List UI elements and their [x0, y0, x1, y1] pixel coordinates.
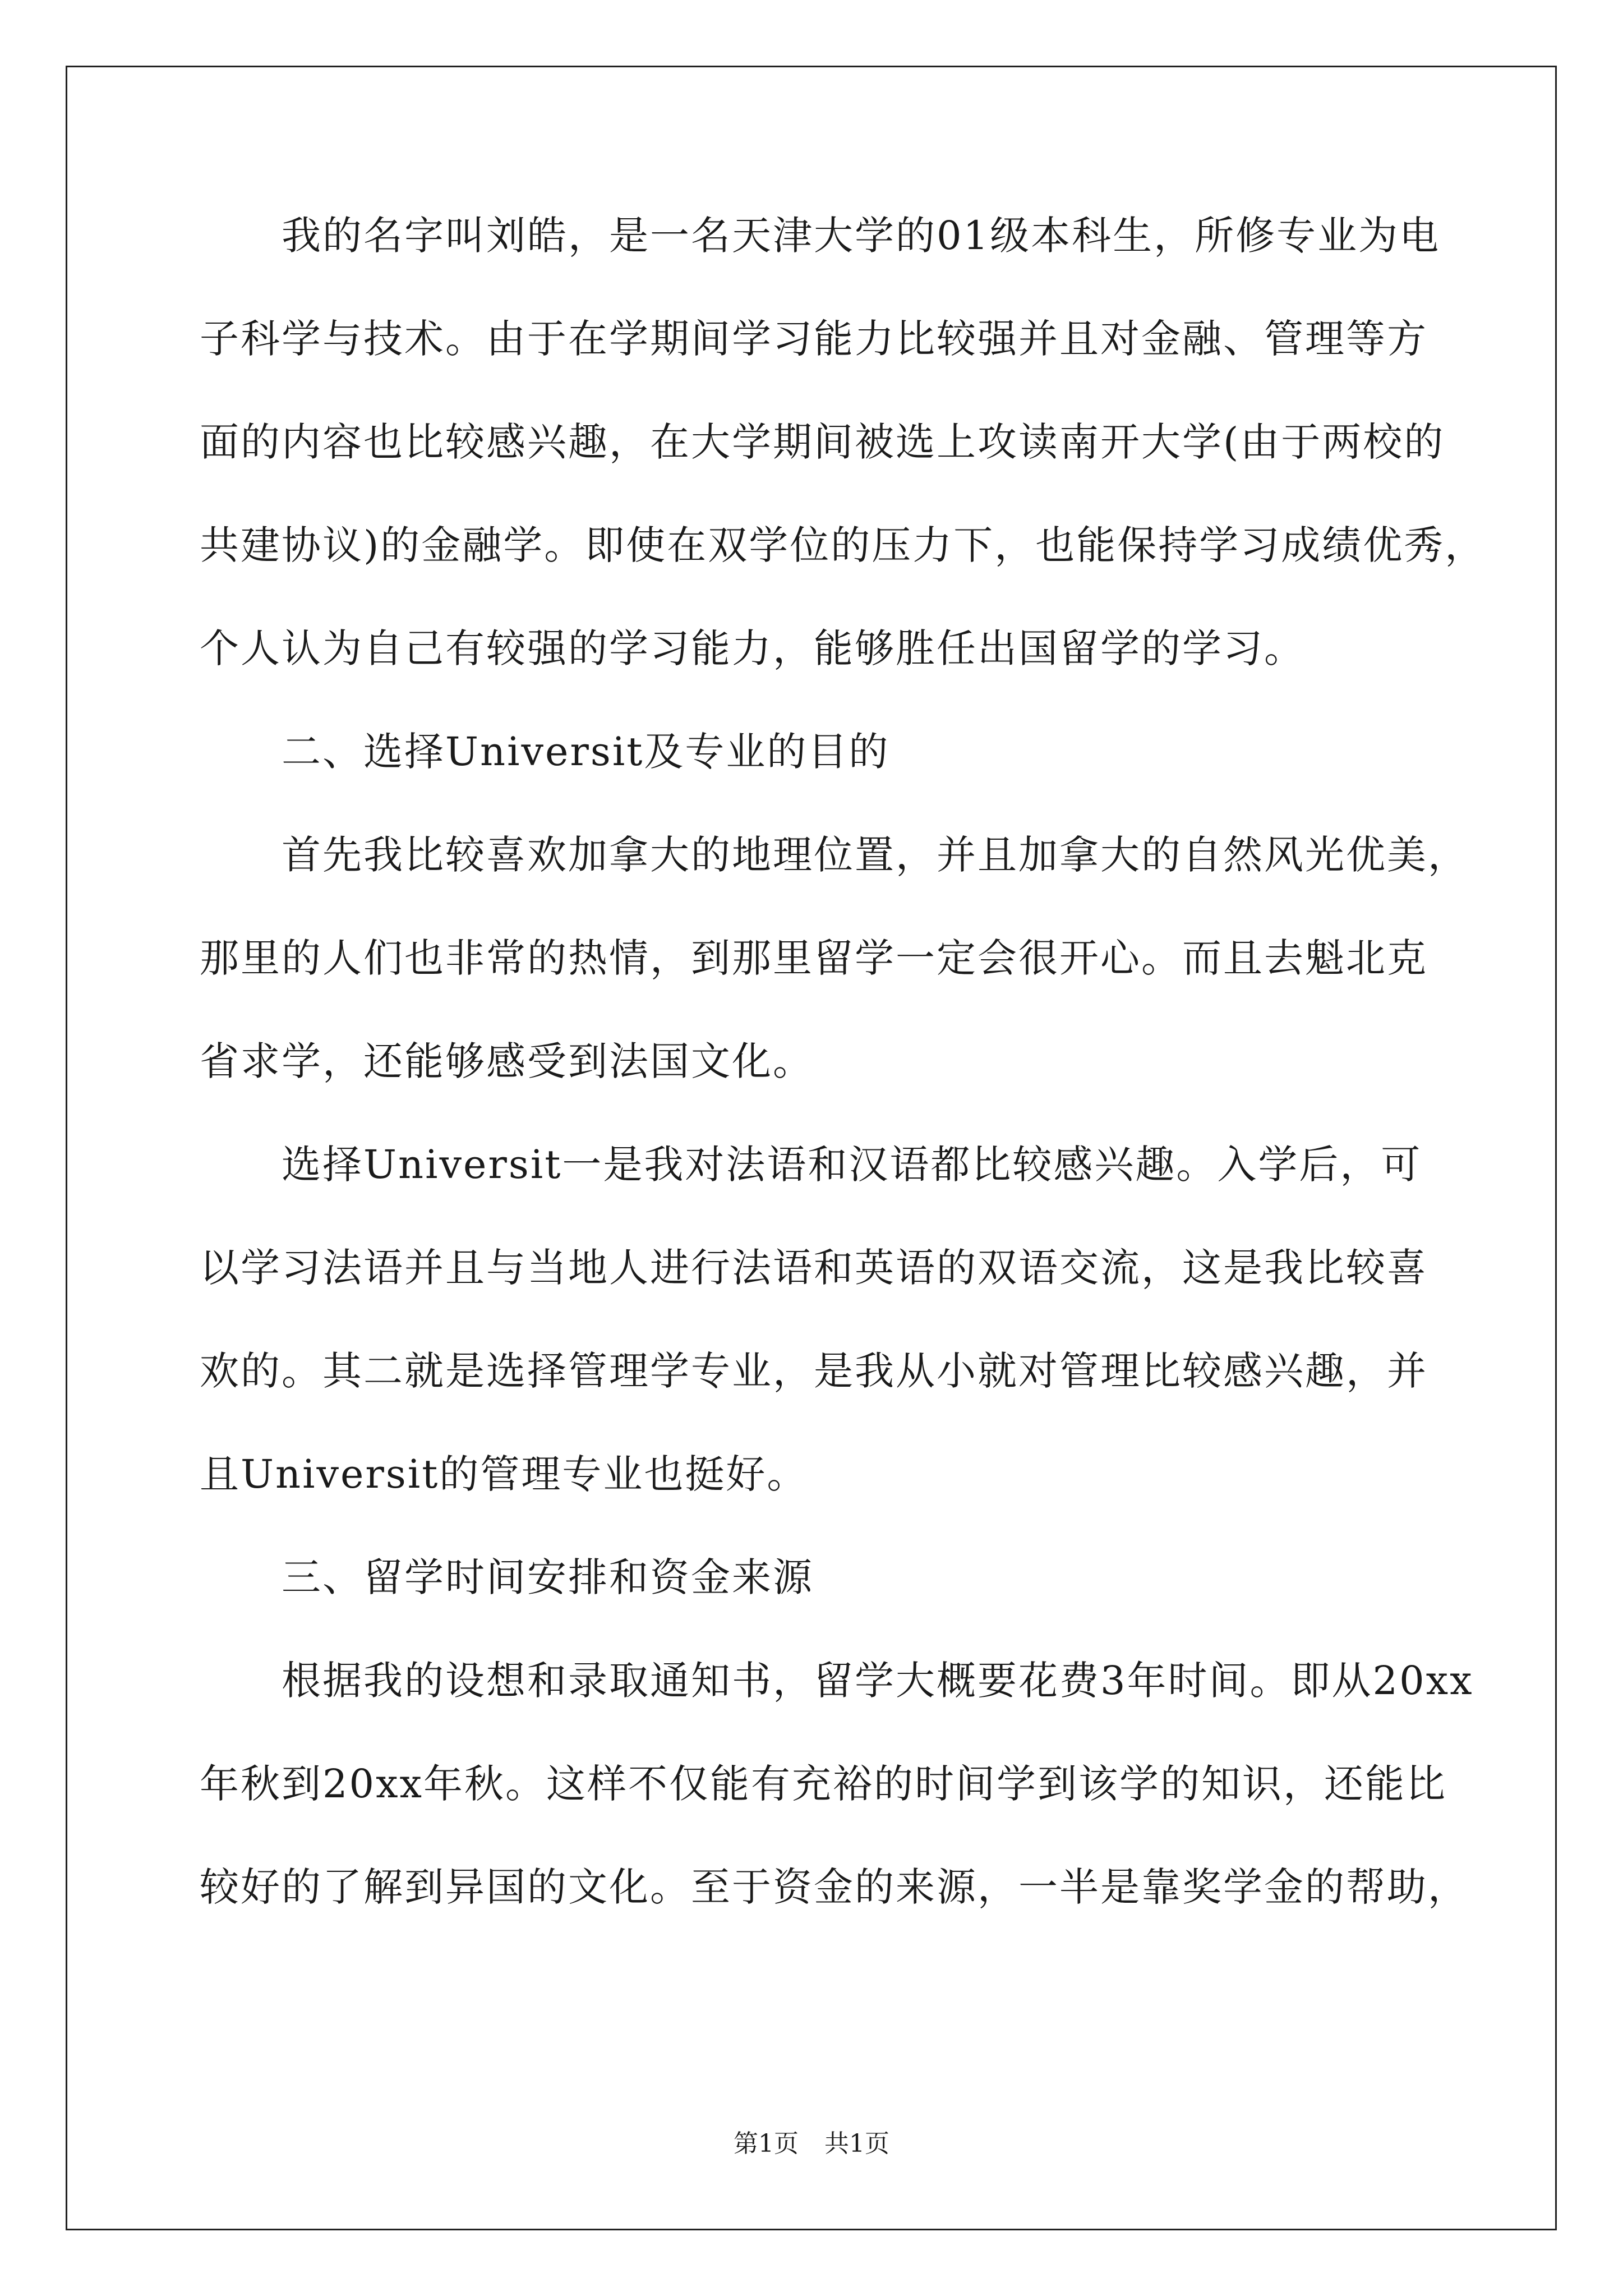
paragraph-line: 欢的。其二就是选择管理学专业，是我从小就对管理比较感兴趣，并 — [200, 1348, 1428, 1394]
paragraph-line: 且Universit的管理专业也挺好。 — [200, 1451, 808, 1497]
page-footer — [0, 2129, 1623, 2158]
paragraph-line: 共建协议)的金融学。即使在双学位的压力下，也能保持学习成绩优秀， — [200, 522, 1486, 568]
document-body — [200, 213, 1486, 1971]
section-heading: 三、留学时间安排和资金来源 — [282, 1554, 814, 1600]
paragraph-line: 我的名字叫刘皓，是一名天津大学的01级本科生，所修专业为电 — [282, 213, 1441, 259]
paragraph-line: 首先我比较喜欢加拿大的地理位置，并且加拿大的自然风光优美， — [282, 832, 1469, 878]
paragraph-line: 较好的了解到异国的文化。至于资金的来源，一半是靠奖学金的帮助， — [200, 1864, 1469, 1910]
paragraph-line: 面的内容也比较感兴趣，在大学期间被选上攻读南开大学(由于两校的 — [200, 419, 1445, 465]
paragraph-line: 根据我的设想和录取通知书，留学大概要花费3年时间。即从20xx — [282, 1658, 1474, 1704]
paragraph-line: 以学习法语并且与当地人进行法语和英语的双语交流，这是我比较喜 — [200, 1245, 1428, 1291]
page-total: 共1页 — [824, 2129, 889, 2158]
paragraph-line: 个人认为自己有较强的学习能力，能够胜任出国留学的学习。 — [200, 625, 1305, 671]
section-heading: 二、选择Universit及专业的目的 — [282, 729, 890, 775]
page-number: 第1页 — [734, 2129, 799, 2158]
paragraph-line: 选择Universit一是我对法语和汉语都比较感兴趣。入学后，可 — [282, 1142, 1422, 1188]
paragraph-line: 省求学，还能够感受到法国文化。 — [200, 1038, 814, 1084]
paragraph-line: 子科学与技术。由于在学期间学习能力比较强并且对金融、管理等方 — [200, 316, 1428, 362]
paragraph-line: 年秋到20xx年秋。这样不仅能有充裕的时间学到该学的知识，还能比 — [200, 1761, 1447, 1807]
paragraph-line: 那里的人们也非常的热情，到那里留学一定会很开心。而且去魁北克 — [200, 935, 1428, 981]
